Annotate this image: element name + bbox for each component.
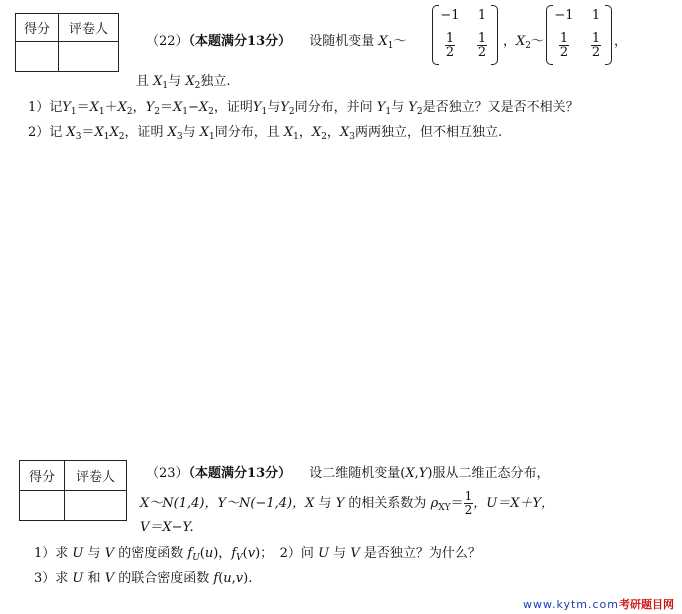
text: ； 2）问 (260, 546, 314, 561)
score-header: 得分 (20, 461, 65, 491)
prob-den: 2 (591, 45, 601, 60)
matrix-value: 1 (477, 8, 487, 23)
frac-num: 1 (464, 489, 473, 503)
text: 同分布，且 (214, 125, 280, 140)
text: 与 (87, 546, 101, 561)
grader-cell[interactable] (59, 42, 119, 72)
text: 与 (168, 74, 182, 89)
text: 同分布，并问 (294, 100, 373, 115)
question-23-line2: X～N(1,4)，Y～N(−1,4)，X 与 Y 的相关系数为 $\rho_{XY}=$ $\frac{1}{2}$ ，U＝X＋Y， (140, 489, 555, 517)
question-stem: 服从二维正态分布， (432, 466, 550, 481)
text: 1）求 (34, 546, 69, 561)
text: 与 (391, 100, 405, 115)
question-22-header (146, 30, 406, 49)
score-table-23 (19, 460, 127, 521)
question-points: （本题满分13分） (188, 34, 292, 49)
score-cell[interactable] (16, 42, 59, 72)
text: 的联合密度函数 (118, 571, 210, 586)
text: 是否独立？为什么？ (363, 546, 481, 561)
text: 2）记 (28, 125, 63, 140)
text: 和 (87, 571, 101, 586)
prob-den: 2 (477, 45, 487, 60)
score-table-22 (15, 13, 119, 72)
grader-header: 评卷人 (65, 461, 127, 491)
text: 与 (182, 125, 196, 140)
score-header: 得分 (16, 14, 59, 42)
question-stem: 设随机变量 (309, 34, 375, 49)
question-22-item-1: 1）记$Y_1=X_1+X_2$，$Y_2=X_1-X_2$，证明$Y_1$与$Y_2$同分布，并问 $Y_1$与 $Y_2$是否独立？又是否不相关？ (28, 100, 579, 117)
watermark-url: www.kytm.com (523, 598, 619, 611)
watermark (523, 596, 674, 612)
watermark-site-name: 考研题目网 (619, 598, 674, 611)
question-23-header: （23）（本题满分13分） 设二维随机变量(X,Y)服从二维正态分布， (146, 466, 550, 481)
frac-den: 2 (464, 503, 473, 517)
text: 独立. (200, 74, 231, 89)
prob-num: 1 (591, 31, 601, 46)
question-number: （22） (146, 34, 189, 49)
text: 的密度函数 (118, 546, 184, 561)
comma: ， (503, 34, 517, 49)
question-22-item-2: 2）记 $X_3=X_1X_2$，证明 $X_3$与 $X_1$同分布，且 $X_1$，$X_2$，$X_3$两两独立，但不相互独立. (28, 125, 503, 142)
question-23-item-3: 3）求 U 和 V 的联合密度函数 f(u,v). (34, 571, 253, 586)
sub-1: 1 (387, 41, 394, 51)
grader-header: 评卷人 (59, 14, 119, 42)
score-cell[interactable] (20, 491, 65, 521)
x2-label (503, 30, 544, 49)
question-22-line2: 且 $X_1$与 $X_2$独立. (136, 74, 231, 91)
question-points: （本题满分13分） (188, 466, 292, 481)
v-definition: V＝X−Y. (140, 520, 194, 535)
text: 3）求 (34, 571, 69, 586)
text: ，证明 (124, 125, 164, 140)
text: 与 (333, 546, 347, 561)
text: ，证明 (213, 100, 253, 115)
prob-den: 2 (559, 45, 569, 60)
text: 与 (318, 496, 332, 511)
grader-cell[interactable] (65, 491, 127, 521)
matrix-value: −1 (554, 8, 574, 23)
tilde: ～ (531, 34, 545, 49)
u-definition: ，U＝X＋Y， (473, 496, 555, 511)
text: 且 (136, 74, 150, 89)
distribution-matrix-x2 (546, 5, 612, 65)
question-23-line3 (140, 516, 194, 535)
distribution-matrix-x1 (432, 5, 498, 65)
question-stem: 设二维随机变量 (309, 466, 401, 481)
var-x2: X (516, 34, 526, 49)
matrix-value: −1 (440, 8, 460, 23)
text: 是否独立？又是否不相关？ (422, 100, 579, 115)
rho-sub: XY (438, 503, 451, 513)
text: 1）记 (28, 100, 63, 115)
prob-den: 2 (445, 45, 455, 60)
tilde: ～ (393, 34, 407, 49)
sub-2: 2 (525, 41, 532, 51)
text: 的相关系数为 (348, 496, 427, 511)
text: 与 (267, 100, 281, 115)
question-number: （23） (146, 466, 189, 481)
comma: ， (614, 34, 628, 49)
rho: ρ (430, 496, 439, 511)
prob-num: 1 (477, 31, 487, 46)
distribution: X～N(1,4)，Y～N(−1,4)， (140, 496, 306, 511)
matrix-value: 1 (591, 8, 601, 23)
var-x1: X (378, 34, 388, 49)
question-23-item-1: 1）求 U 与 V 的密度函数 $f_U(u)$，$f_V(v)$； 2）问 U 与 V 是否独立？为什么？ (34, 546, 481, 563)
prob-num: 1 (445, 31, 455, 46)
prob-num: 1 (559, 31, 569, 46)
text: 两两独立，但不相互独立. (354, 125, 503, 140)
